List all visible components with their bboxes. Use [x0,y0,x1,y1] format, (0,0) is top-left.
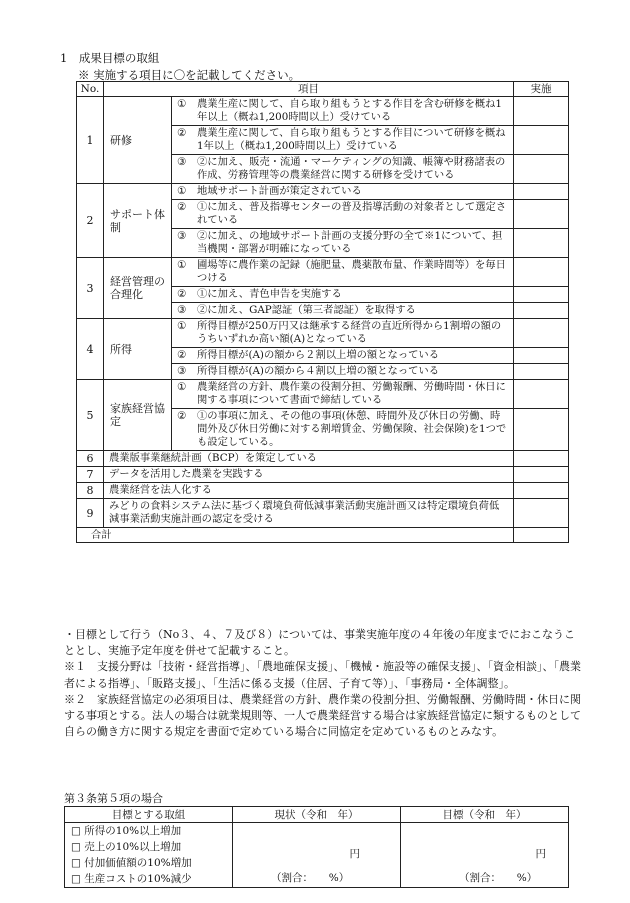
item-number: ① [177,98,187,110]
table-row [77,184,569,200]
item-text: データを活用した農業を実践する [104,467,514,483]
row-number: 4 [77,319,104,380]
table-header-row [77,82,569,97]
item-text: ②に加え、の地域サポート計画の支援分野の全て※1について、担当機関・部署が明確になっている [197,230,503,255]
implementation-cell[interactable] [514,364,569,380]
item-cell [172,126,514,155]
section2-title: 第３条第５項の場合 [64,792,163,805]
implementation-cell[interactable] [514,184,569,200]
item-cell [172,348,514,364]
implementation-cell[interactable] [514,467,569,483]
row-number: 3 [77,258,104,319]
item-number: ② [177,288,187,300]
item-text: 農業生産に関して、自ら取り組もうとする作目を含む研修を概ね1年以上（概ね1,200時間以上）受けている [197,98,502,123]
item-number: ③ [177,230,187,242]
item-number: ② [177,410,187,422]
implementation-cell[interactable] [514,319,569,348]
item-number: ① [177,381,187,393]
row-number: 5 [77,380,104,451]
article3-table [64,806,569,888]
total-label: 合計 [77,528,514,543]
header-target: 目標（令和 年） [401,807,569,823]
item-number: ③ [177,304,187,316]
item-text: 所得目標が250万円又は継承する経営の直近所得から1割増の額のうちいずれか高い額(A)となっている [197,320,502,345]
article3-header-row [65,807,569,823]
header-no: No. [77,82,104,97]
implementation-cell[interactable] [514,155,569,184]
footnotes [64,627,584,740]
implementation-cell[interactable] [514,97,569,126]
implementation-cell[interactable] [514,303,569,319]
item-number: ② [177,201,187,213]
implementation-cell[interactable] [514,451,569,467]
footnote-family-agreement: ※２ 家族経営協定の必須項目は、農業経営の方針、農作業の役割分担、労働報酬、労働時間・休日に関する事項とする。法人の場合は就業規則等、一人で農業経営する場合は家族経営協定に類するものとして自らの働き方に関する規定を書面で定めている場合に同協定を定めているものとみなす。 [64,692,581,739]
implementation-cell[interactable] [514,499,569,528]
item-text: ①に加え、青色申告を実施する [197,288,342,300]
row-number: 9 [77,499,104,528]
row-category: 研修 [104,97,172,184]
item-number: ② [177,349,187,361]
target-ratio: （割合： %） [459,872,538,884]
item-number: ① [177,185,187,197]
footnote-support-fields: ※１ 支援分野は「技術・経営指導」、「農地確保支援」、「機械・施設等の確保支援」、「資金相談」、「農業者による指導」、「販路支援」、「生活に係る支援（住居、子育て等）」、「事務局・全体調整」。 [64,660,581,690]
row-category: 経営管理の合理化 [104,258,172,319]
footnote-target-years: ・目標として行う（No３、４、７及び８）については、事業実施年度の４年後の年度までにおこなうこととし、実施予定年度を併せて記載すること。 [64,628,576,658]
row-category: 家族経営協定 [104,380,172,451]
row-number: 1 [77,97,104,184]
current-cell[interactable] [233,823,401,888]
item-cell [172,409,514,451]
section-note: ※ 実施する項目に〇を記載してください。 [78,68,301,82]
item-text: 農業版事業継続計画（BCP）を策定している [104,451,514,467]
implementation-cell[interactable] [514,126,569,155]
item-cell [172,303,514,319]
row-category: サポート体制 [104,184,172,258]
item-text: 農業経営の方針、農作業の役割分担、労働報酬、労働時間・休日に関する事項について書面で締結している [197,381,506,406]
item-cell [172,364,514,380]
item-text: 所得目標が(A)の額から２割以上増の額となっている [197,349,440,361]
item-text: 農業生産に関して、自ら取り組もうとする作目について研修を概ね1年以上（概ね1,200時間以上）受けている [197,127,506,152]
row-number: 8 [77,483,104,499]
total-value-cell[interactable] [514,528,569,543]
table-row [77,258,569,287]
table-row [77,97,569,126]
goal-options [65,823,233,888]
implementation-cell[interactable] [514,258,569,287]
item-cell [172,287,514,303]
achievement-table [76,81,569,543]
implementation-cell[interactable] [514,287,569,303]
table-row [77,483,569,499]
header-current: 現状（令和 年） [233,807,401,823]
current-ratio: （割合： %） [271,872,350,884]
target-yen-unit: 円 [535,848,546,860]
target-cell[interactable] [401,823,569,888]
item-text: ①の事項に加え、その他の事項(休憩、時間外及び休日の労働、時間外及び休日労働に対する割増賃金、労働保険、社会保険)を1つでも設定している。 [197,410,507,448]
item-cell [172,229,514,258]
row-number: 6 [77,451,104,467]
item-cell [172,155,514,184]
item-text: ①に加え、普及指導センターの普及指導活動の対象者として選定されている [197,201,507,226]
row-number: 7 [77,467,104,483]
current-yen-unit: 円 [349,848,360,860]
header-item: 項目 [104,82,514,97]
option-income-checkbox[interactable]: □ 所得の10%以上増加 [71,825,182,837]
implementation-cell[interactable] [514,483,569,499]
item-cell [172,200,514,229]
option-sales-checkbox[interactable]: □ 売上の10%以上増加 [71,841,182,853]
item-number: ① [177,320,187,332]
option-cost-checkbox[interactable]: □ 生産コストの10%減少 [71,873,192,885]
article3-body-row [65,823,569,888]
item-cell [172,258,514,287]
header-impl: 実施 [514,82,569,97]
item-cell [172,380,514,409]
row-number: 2 [77,184,104,258]
item-text: 地域サポート計画が策定されている [197,185,362,197]
implementation-cell[interactable] [514,229,569,258]
row-category: 所得 [104,319,172,380]
table-row [77,467,569,483]
item-text: 圃場等に農作業の記録（施肥量、農薬散布量、作業時間等）を毎日つける [197,259,506,284]
item-cell [172,97,514,126]
option-value-added-checkbox[interactable]: □ 付加価値額の10%増加 [71,857,192,869]
implementation-cell[interactable] [514,380,569,409]
item-number: ③ [177,156,187,168]
table-row [77,499,569,528]
item-cell [172,319,514,348]
item-text: ②に加え、GAP認証（第三者認証）を取得する [197,304,416,316]
total-row [77,528,569,543]
item-number: ① [177,259,187,271]
implementation-cell[interactable] [514,409,569,451]
item-number: ② [177,127,187,139]
implementation-cell[interactable] [514,348,569,364]
table-row [77,451,569,467]
item-text: 農業経営を法人化する [104,483,514,499]
item-number: ③ [177,365,187,377]
header-goal: 目標とする取組 [65,807,233,823]
item-text: みどりの食料システム法に基づく環境負荷低減事業活動実施計画又は特定環境負荷低減事業活動実施計画の認定を受ける [104,499,514,528]
item-text: ②に加え、販売・流通・マーケティングの知識、帳簿や財務諸表の作成、労務管理等の農業経営に関する研修を受けている [197,156,506,181]
item-cell [172,184,514,200]
section-title: 1 成果目標の取組 [60,51,160,65]
table-row [77,380,569,409]
table-row [77,319,569,348]
implementation-cell[interactable] [514,200,569,229]
item-text: 所得目標が(A)の額から４割以上増の額となっている [197,365,440,377]
